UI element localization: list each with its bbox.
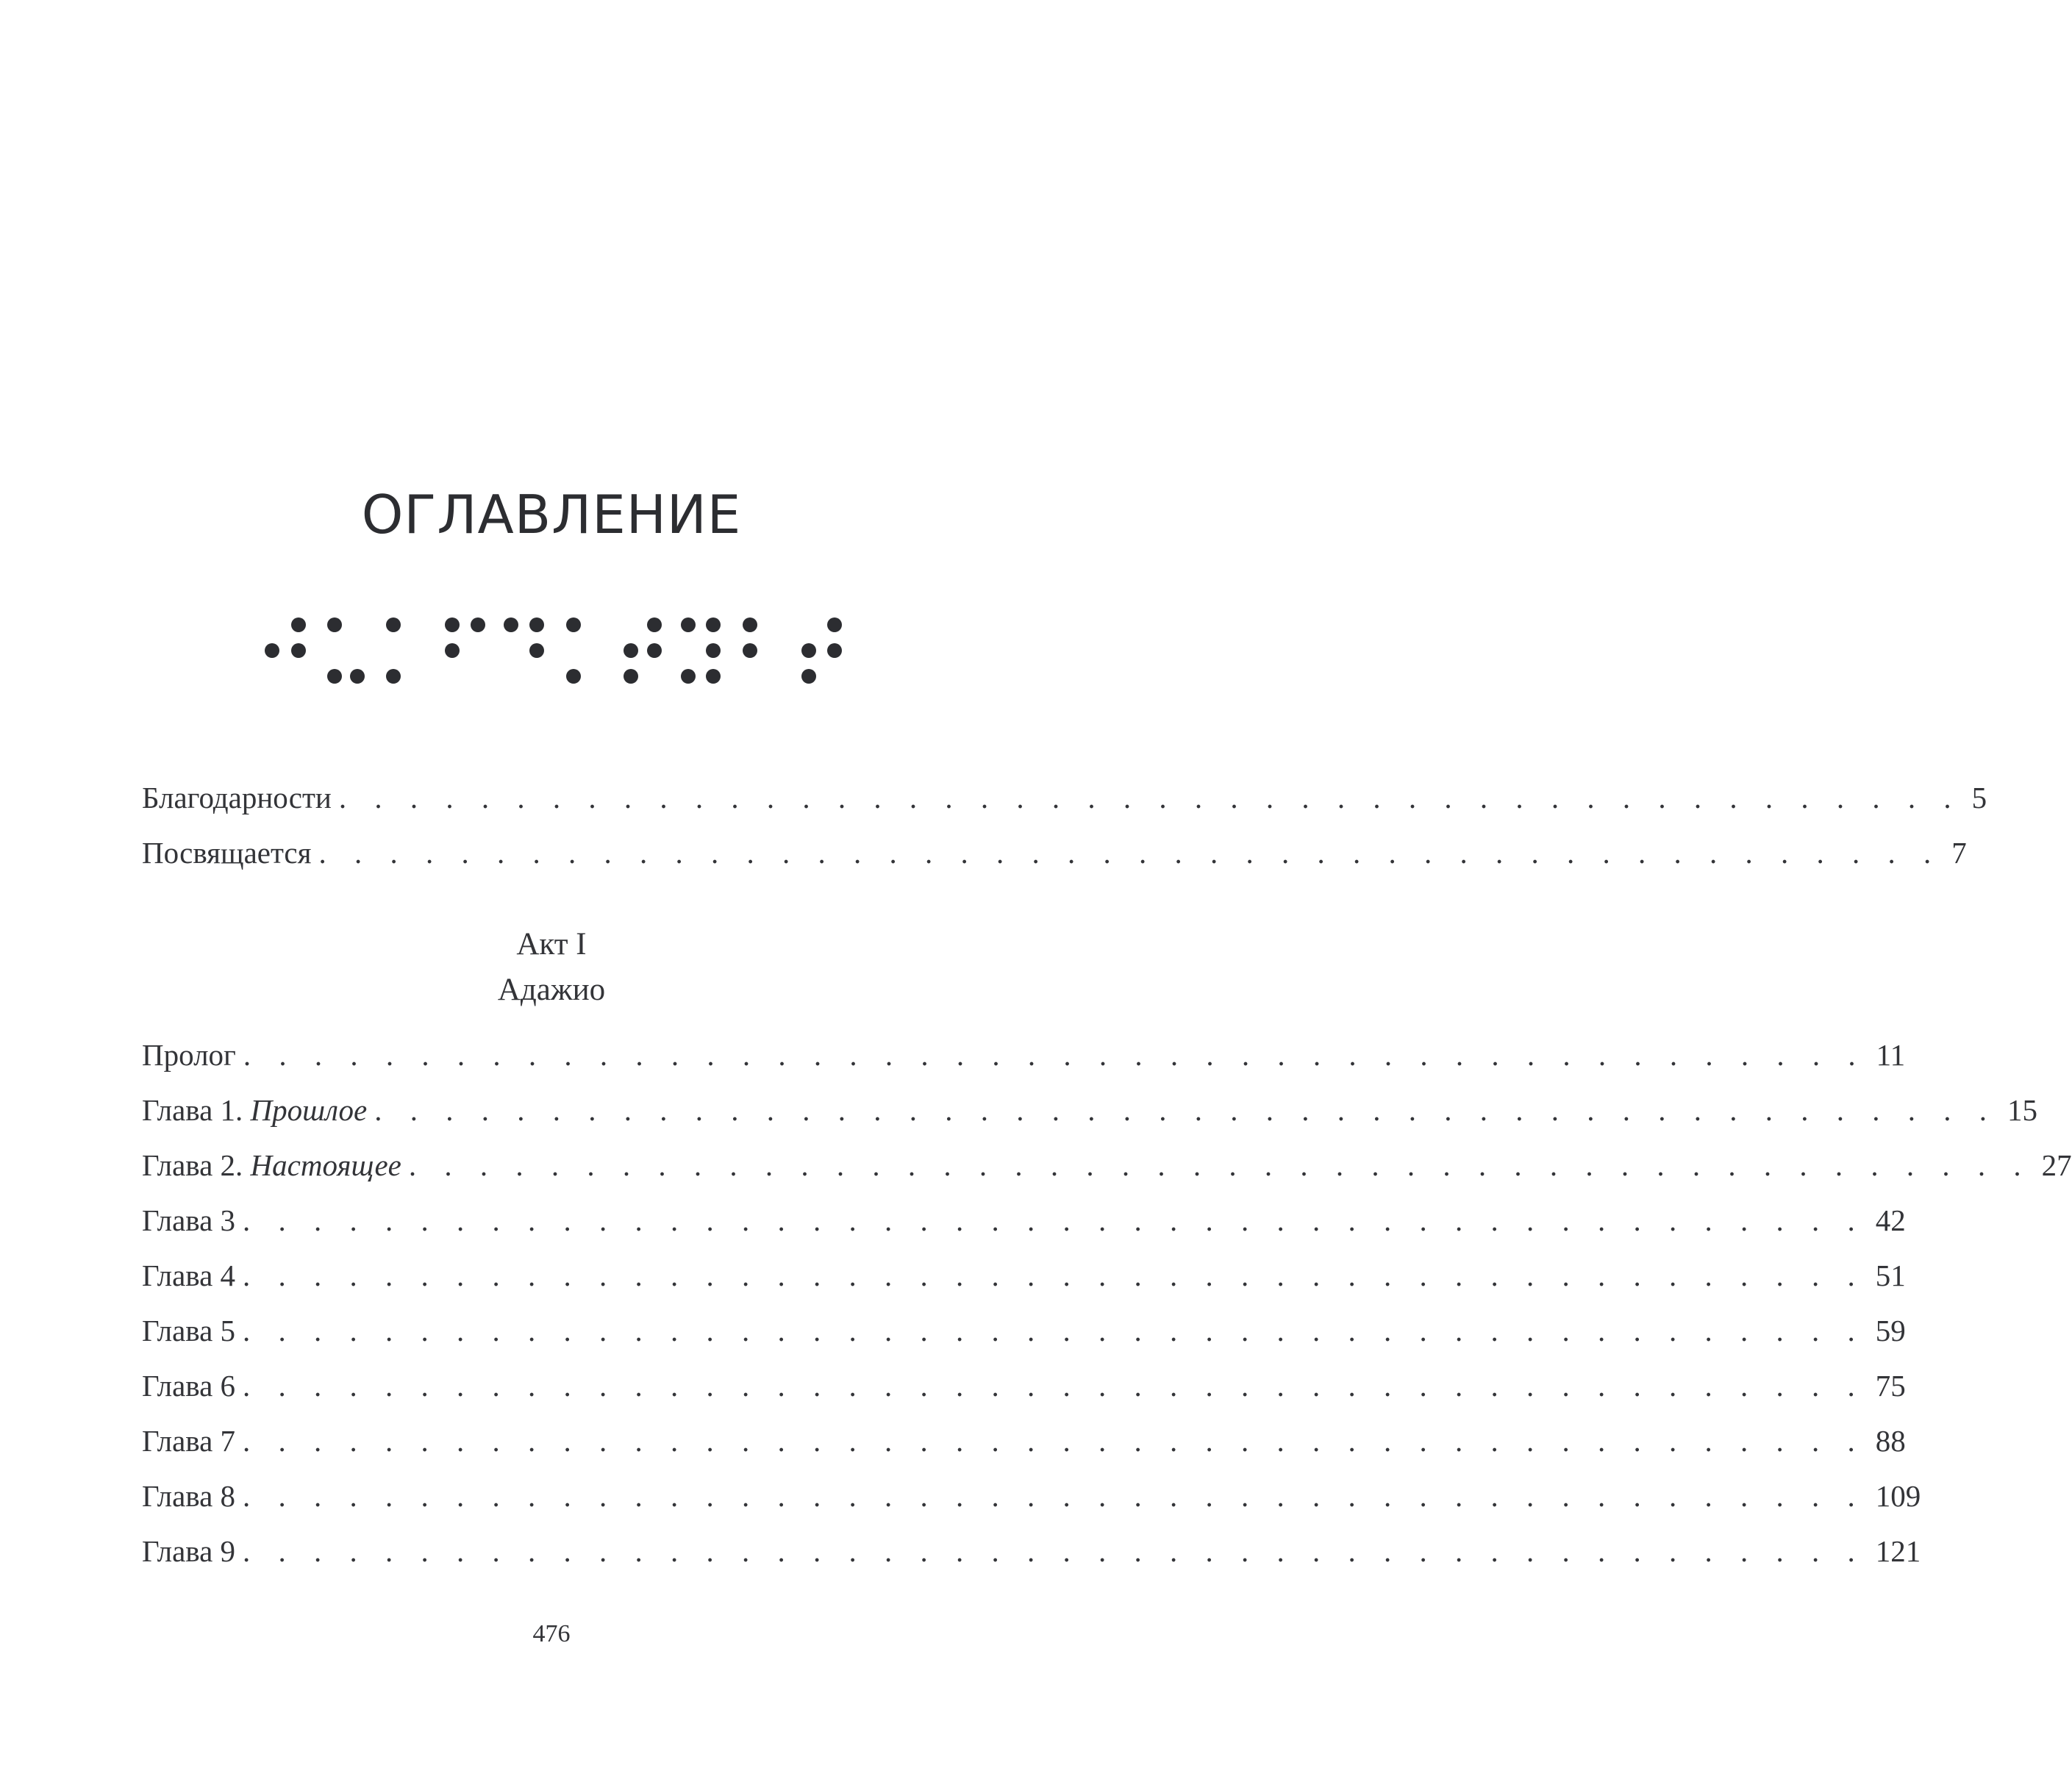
chapter-prefix: Глава 7	[142, 1424, 236, 1458]
toc-entry-label	[142, 1529, 235, 1573]
chapter-prefix: Глава 6	[142, 1369, 236, 1403]
toc-page-number: 27	[2041, 1148, 2072, 1182]
toc-entry-chapter-2[interactable]	[142, 1143, 2072, 1187]
toc-page-number: 15	[2007, 1093, 2037, 1127]
toc-entry-label	[142, 1419, 235, 1463]
toc-entry-chapter-8[interactable]	[142, 1474, 1921, 1518]
chapter-title: Прошлое	[250, 1093, 368, 1127]
toc-entry-label	[142, 1253, 235, 1297]
chapter-prefix: Глава 2.	[142, 1148, 243, 1182]
dot-leader: . . . . . . . . . . . . . . . . . . . . . . . . . . . . . . . . . . . . . . . . . . . . . .	[243, 1369, 1865, 1403]
toc-entry-label	[142, 1308, 235, 1353]
toc-entry-chapter-3[interactable]	[142, 1198, 1906, 1242]
toc-entry-chapter-4[interactable]	[142, 1253, 1906, 1297]
act-name: Адажио	[497, 973, 606, 1007]
chapter-prefix: Глава 8	[142, 1479, 236, 1513]
toc-entry-chapter-1[interactable]	[142, 1088, 2037, 1132]
toc-entry-prologue[interactable]	[142, 1033, 1906, 1077]
dot-leader: . . . . . . . . . . . . . . . . . . . . . . . . . . . . . . . . . . . . . . . . . . . . . .	[243, 1479, 1865, 1513]
act-number: Акт I	[516, 927, 587, 962]
dot-leader: . . . . . . . . . . . . . . . . . . . . . . . . . . . . . . . . . . . . . . . . . . . . . .	[318, 836, 1942, 870]
dot-leader: . . . . . . . . . . . . . . . . . . . . . . . . . . . . . . . . . . . . . . . . . . . . . .	[243, 1259, 1865, 1292]
toc-entry-label: Посвящается	[142, 836, 312, 870]
toc-entry-chapter-5[interactable]	[142, 1308, 1906, 1353]
chapter-prefix: Глава 3	[142, 1203, 236, 1237]
dot-leader: . . . . . . . . . . . . . . . . . . . . . . . . . . . . . . . . . . . . . . . . . . . . . .	[243, 1203, 1865, 1237]
page-number: 476	[532, 1620, 571, 1647]
dot-leader: . . . . . . . . . . . . . . . . . . . . . . . . . . . . . . . . . . . . . . . . . . . . . .	[243, 1534, 1865, 1568]
dot-leader: . . . . . . . . . . . . . . . . . . . . . . . . . . . . . . . . . . . . . . . . . . . . . .	[408, 1148, 2032, 1182]
toc-page-number: 59	[1875, 1314, 1906, 1347]
toc-page-number: 51	[1875, 1259, 1906, 1292]
chapter-prefix: Глава 9	[142, 1534, 236, 1568]
chapter-prefix: Глава 4	[142, 1259, 236, 1292]
toc-entry-dedication[interactable]	[142, 831, 1967, 875]
toc-page-number: 121	[1875, 1534, 1921, 1568]
page-title: ОГЛАВЛЕНИЕ	[361, 484, 742, 545]
chapter-prefix: Пролог	[142, 1038, 236, 1072]
toc-page-number: 88	[1875, 1424, 1906, 1458]
toc-page-number: 109	[1875, 1479, 1921, 1513]
dot-leader: . . . . . . . . . . . . . . . . . . . . . . . . . . . . . . . . . . . . . . . . . . . . . .	[374, 1093, 1997, 1127]
toc-entry-label	[142, 1088, 367, 1132]
toc-page-number: 42	[1875, 1203, 1906, 1237]
braille-ornament	[0, 610, 1103, 691]
toc-entry-label	[142, 1143, 401, 1187]
chapter-title: Настоящее	[250, 1148, 401, 1182]
dot-leader: . . . . . . . . . . . . . . . . . . . . . . . . . . . . . . . . . . . . . . . . . . . . . .	[243, 1038, 1866, 1072]
toc-entry-label	[142, 1474, 235, 1518]
toc-entry-label	[142, 1198, 235, 1242]
dot-leader: . . . . . . . . . . . . . . . . . . . . . . . . . . . . . . . . . . . . . . . . . . . . . .	[338, 781, 1962, 815]
toc-page-number: 7	[1951, 836, 1967, 870]
toc-entry-label	[142, 1364, 235, 1408]
toc-page-number: 11	[1876, 1038, 1906, 1072]
toc-page-number: 5	[1971, 781, 1987, 815]
braille-dots	[0, 610, 1103, 691]
dot-leader: . . . . . . . . . . . . . . . . . . . . . . . . . . . . . . . . . . . . . . . . . . . . . .	[243, 1314, 1865, 1347]
toc-entry-acknowledgements[interactable]	[142, 776, 1987, 820]
toc-entry-chapter-6[interactable]	[142, 1364, 1906, 1408]
chapter-prefix: Глава 5	[142, 1314, 236, 1347]
toc-entry-chapter-7[interactable]	[142, 1419, 1906, 1463]
toc-entry-chapter-9[interactable]	[142, 1529, 1921, 1573]
toc-page-number: 75	[1875, 1369, 1906, 1403]
dot-leader: . . . . . . . . . . . . . . . . . . . . . . . . . . . . . . . . . . . . . . . . . . . . . .	[243, 1424, 1865, 1458]
chapter-prefix: Глава 1.	[142, 1093, 243, 1127]
toc-entry-label: Благодарности	[142, 781, 332, 815]
toc-entry-label	[142, 1033, 236, 1077]
